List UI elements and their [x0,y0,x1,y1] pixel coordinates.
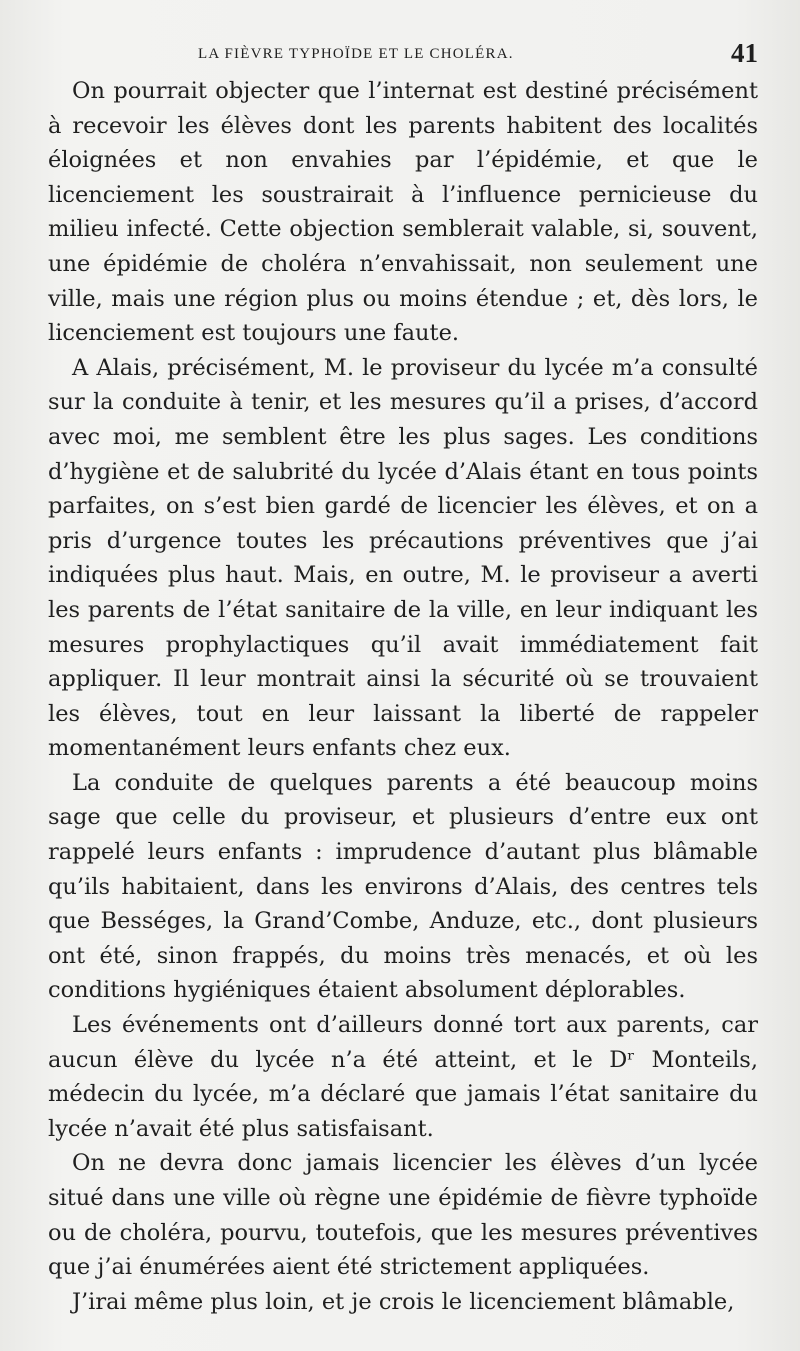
page-number: 41 [731,38,758,68]
paragraph: A Alais, précisément, M. le proviseur du lycée m’a consulté sur la conduite à tenir, et les mesures qu’il a prises, d’accord avec moi, me semblent être les plus sages. Les conditions d’hygiène et de salubrité du lycée d’Alais étant en tous points parfaites, on s’est bien gardé de licencier les élèves, et on a pris d’urgence toutes les précautions préventives que j’ai indiquées plus haut. Mais, en outre, M. le proviseur a averti les parents de l’état sanitaire de la ville, en leur indiquant les mesures prophylactiques qu’il avait immédiatement fait appliquer. Il leur montrait ainsi la sécurité où se trouvaient les élèves, tout en leur laissant la liberté de rappeler momentanément leurs enfants chez eux. [48,354,758,762]
body-text [48,74,758,1319]
running-title: LA FIÈVRE TYPHOÏDE ET LE CHOLÉRA. [198,46,514,62]
paragraph: La conduite de quelques parents a été beaucoup moins sage que celle du proviseur, et plusieurs d’entre eux ont rappelé leurs enfants : imprudence d’autant plus blâmable qu’ils habitaient, dans les environs d’Alais, des centres tels que Bességes, la Grand’Combe, Anduze, etc., dont plusieurs ont été, sinon frappés, du moins très menacés, et où les conditions hygiéniques étaient absolument déplorables. [48,769,758,1004]
running-head [48,38,758,74]
paragraph: Les événements ont d’ailleurs donné tort aux parents, car aucun élève du lycée n’a été atteint, et le Dʳ Monteils, médecin du lycée, m’a déclaré que jamais l’état sanitaire du lycée n’avait été plus satisfaisant. [48,1012,758,1142]
paragraph: On ne devra donc jamais licencier les élèves d’un lycée situé dans une ville où règne une épidémie de fièvre typhoïde ou de choléra, pourvu, toutefois, que les mesures préventives que j’ai énumérées aient été strictement appliquées. [48,1150,758,1281]
paragraph: On pourrait objecter que l’internat est destiné précisément à recevoir les élèves dont les parents habitent des localités éloignées et non envahies par l’épidémie, et que le licenciement les soustrairait à l’influence pernicieuse du milieu infecté. Cette objection semblerait valable, si, souvent, une épidémie de choléra n’envahissait, non seulement une ville, mais une région plus ou moins étendue ; et, dès lors, le licenciement est toujours une faute. [48,78,758,347]
paragraph: J’irai même plus loin, et je crois le licenciement blâmable, [72,1288,735,1315]
